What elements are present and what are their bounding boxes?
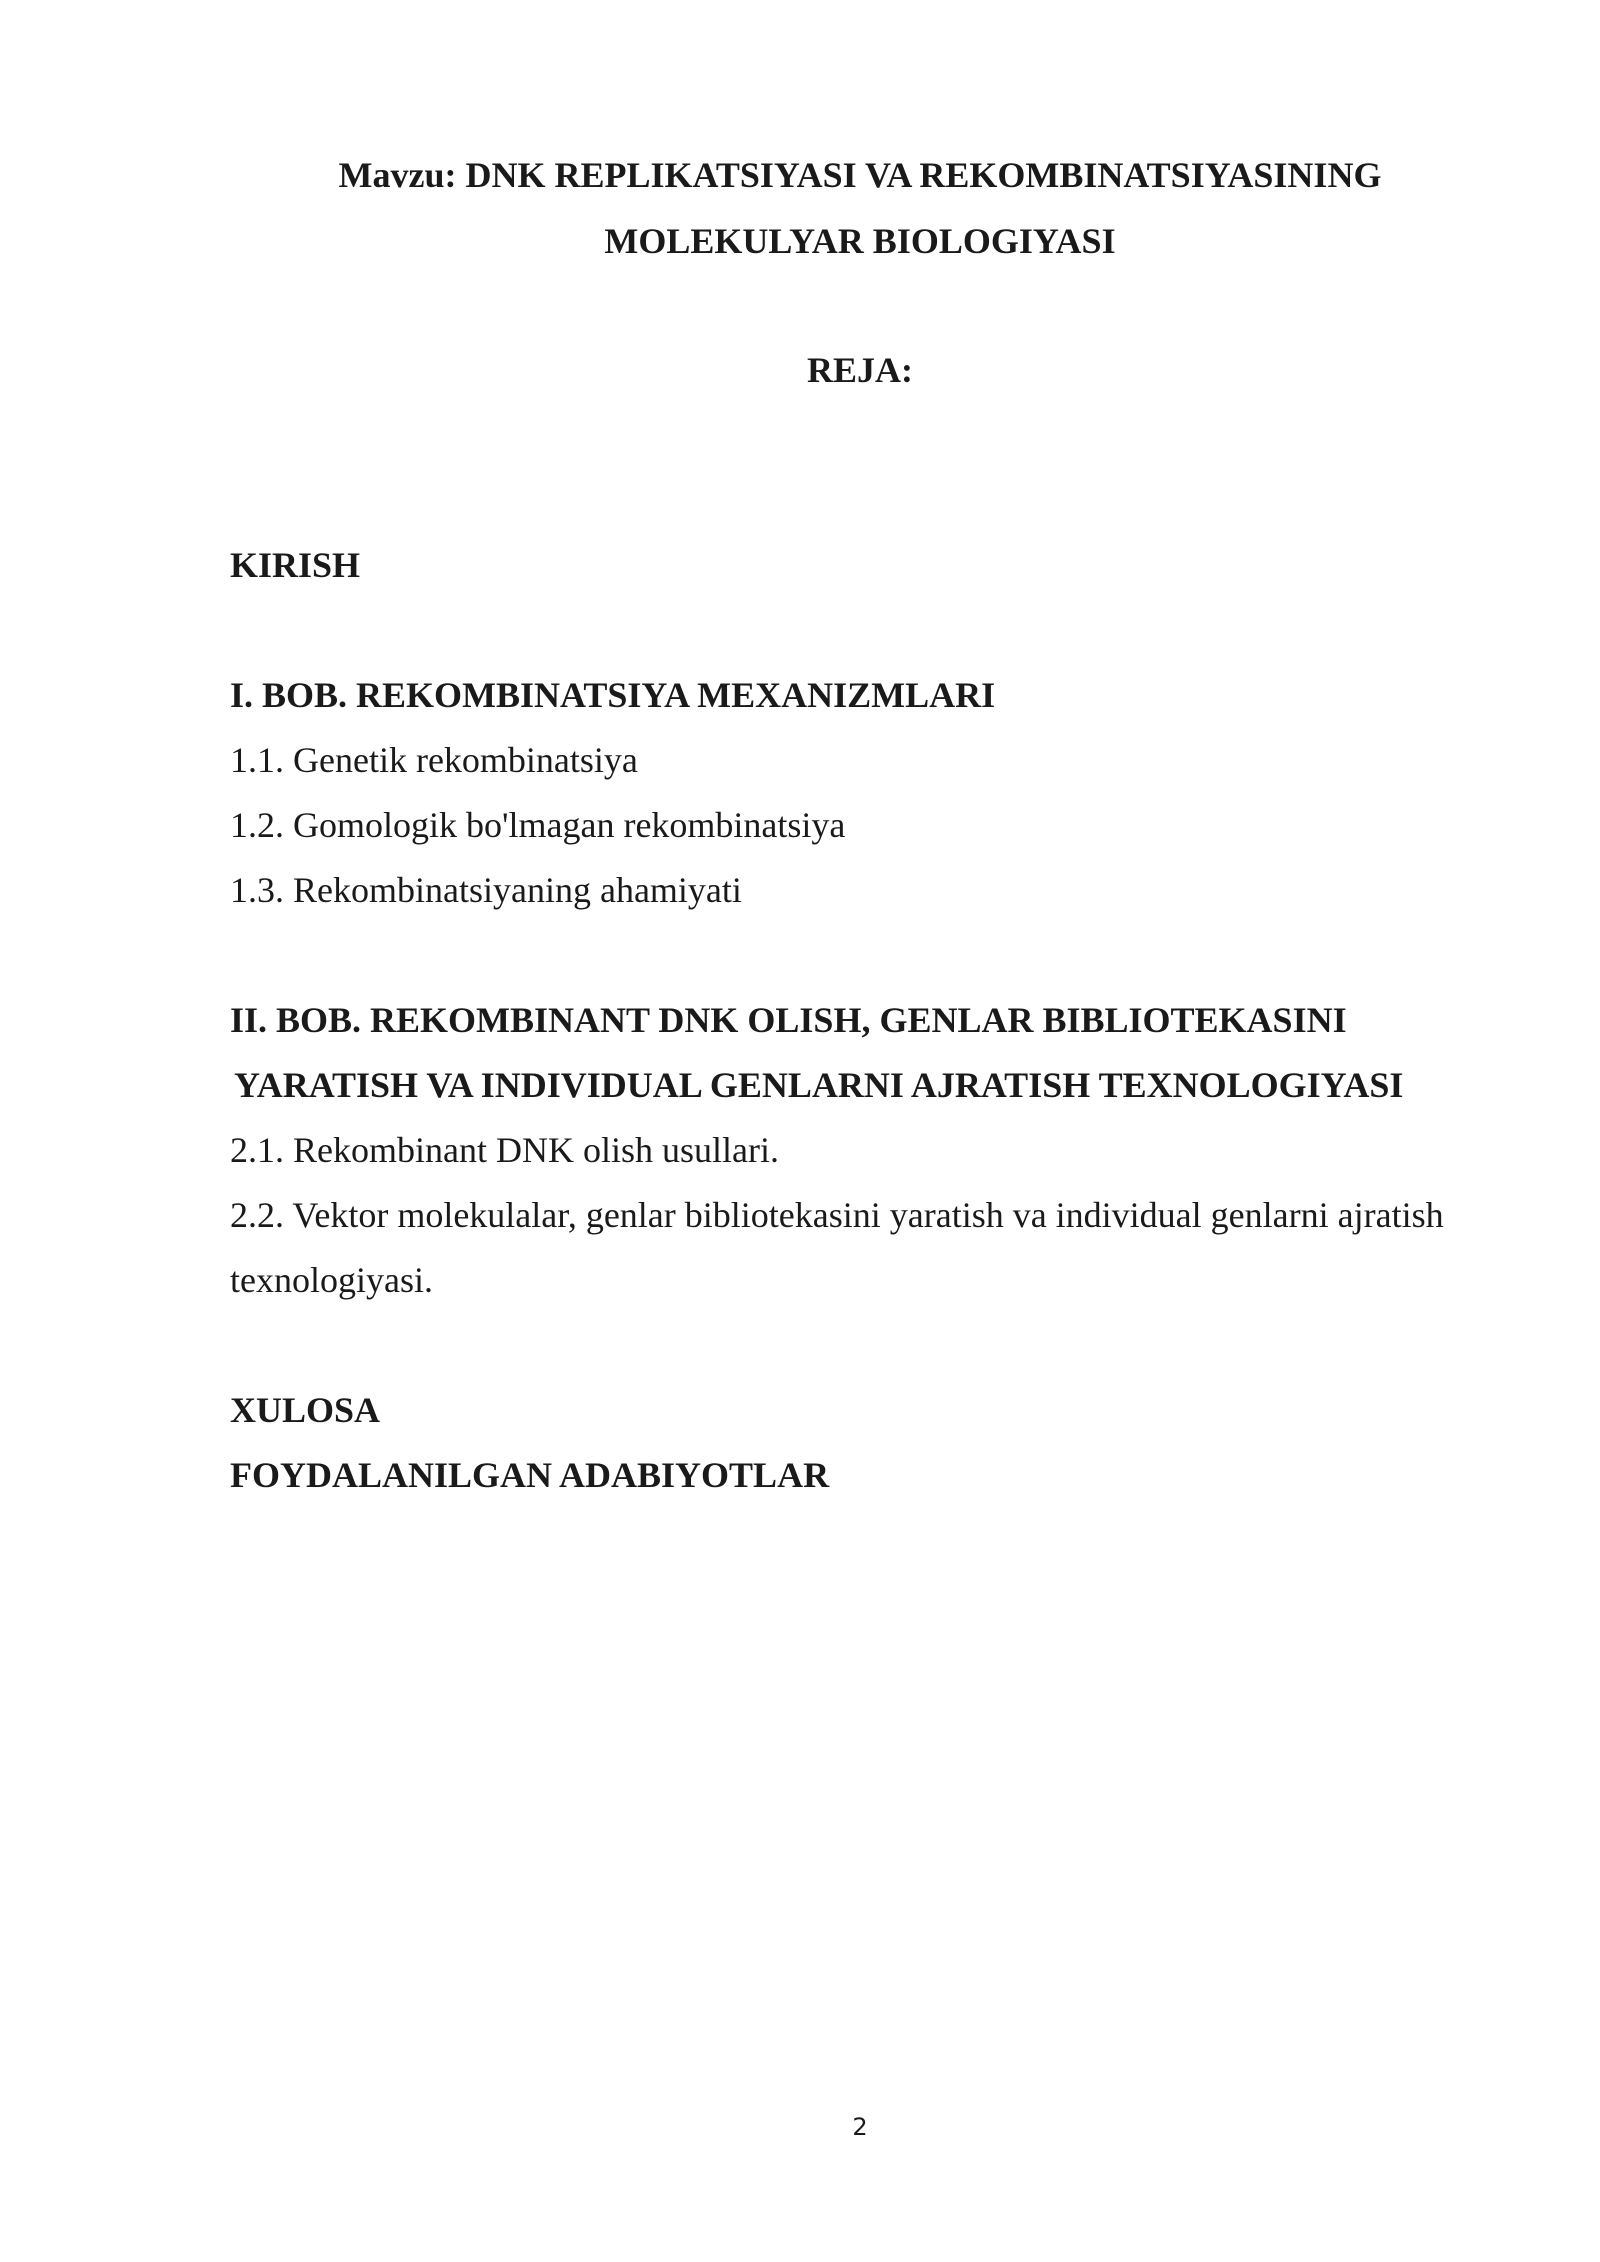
chapter2-heading-line-2: YARATISH VA INDIVIDUAL GENLARNI AJRATISH TEXNOLOGIYASI: [234, 1065, 1404, 1105]
chapter2-item-2: 2.2. Vektor molekulalar, genlar bibliotekasini yaratish va individual genlarni ajratish: [230, 1195, 1444, 1235]
references-heading: FOYDALANILGAN ADABIYOTLAR: [230, 1455, 830, 1495]
title-line-1: Mavzu: DNK REPLIKATSIYASI VA REKOMBINATSIYASINING: [338, 155, 1382, 195]
document-title: [230, 142, 1490, 274]
chapter2-item-1: 2.1. Rekombinant DNK olish usullari.: [230, 1130, 779, 1170]
plan-heading: REJA:: [807, 350, 913, 390]
chapter2-item-2-continued: texnologiyasi.: [230, 1260, 433, 1300]
chapter1-item-1: 1.1. Genetik rekombinatsiya: [230, 740, 638, 780]
page-number: 2: [852, 2113, 868, 2141]
chapter1-item-3: 1.3. Rekombinatsiyaning ahamiyati: [230, 870, 742, 910]
conclusion-heading: XULOSA: [230, 1390, 381, 1430]
chapter2-heading-line-1: II. BOB. REKOMBINANT DNK OLISH, GENLAR BIBLIOTEKASINI: [230, 1000, 1347, 1040]
chapter1-item-2: 1.2. Gomologik bo'lmagan rekombinatsiya: [230, 805, 846, 845]
intro-heading: KIRISH: [230, 545, 361, 585]
title-line-2: MOLEKULYAR BIOLOGIYASI: [604, 221, 1116, 261]
chapter1-heading: I. BOB. REKOMBINATSIYA MEXANIZMLARI: [230, 675, 996, 715]
